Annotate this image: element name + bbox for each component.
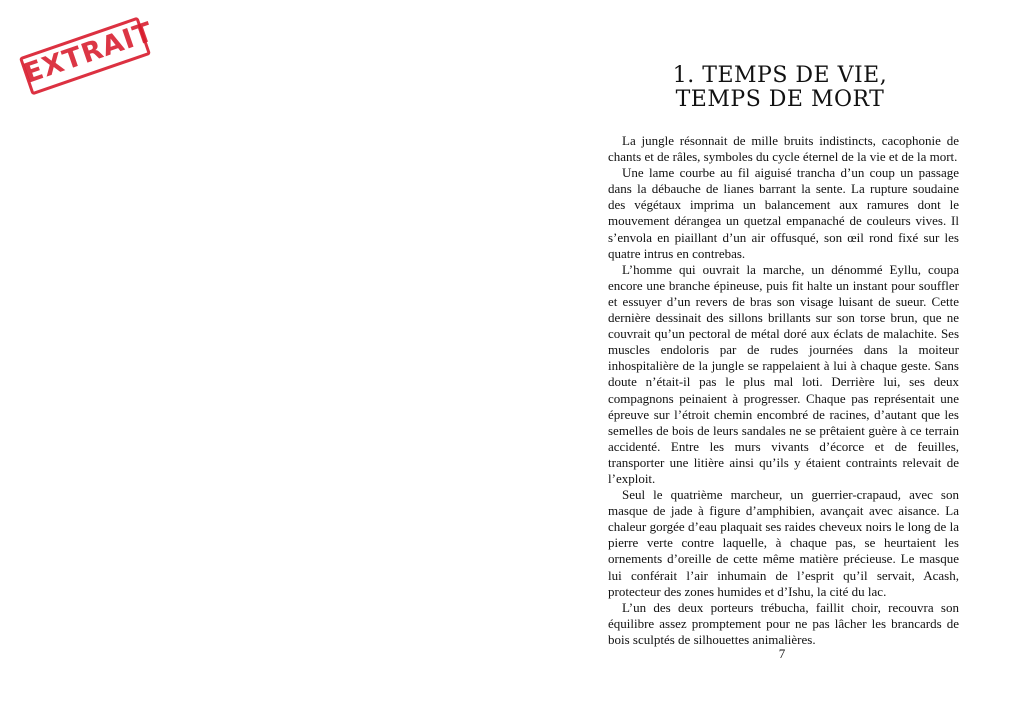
chapter-title-line-2: TEMPS DE MORT [675, 87, 885, 112]
page-number: 7 [778, 646, 786, 661]
paragraph-1: La jungle résonnait de mille bruits indistincts, cacophonie de chants et de râles, symboles du cycle éternel de la vie et de la mort. [608, 133, 959, 165]
chapter-body [608, 133, 959, 648]
chapter-title-line-1: 1. TEMPS DE VIE, [672, 63, 888, 88]
paragraph-2: Une lame courbe au fil aiguisé trancha d’un coup un passage dans la débauche de lianes barrant la sente. La rupture soudaine des végétaux imprima un balancement aux ramures dont le mouvement dérangea un quetzal empanaché de couleurs vives. Il s’envola en piaillant d’un air offusqué, son œil rond fixé sur les quatre intrus en contrebas. [608, 165, 959, 261]
chapter-title [600, 64, 960, 112]
extrait-stamp [19, 16, 158, 96]
stamp-label: EXTRAIT [19, 16, 158, 90]
paragraph-3: L’homme qui ouvrait la marche, un dénommé Eyllu, coupa encore une branche épineuse, puis fit halte un instant pour souffler et essuyer d’un revers de bras son visage luisant de sueur. Cette dernière dessinait des sillons brillants sur son torse brun, que ne couvrait qu’un pectoral de métal doré aux éclats de malachite. Ses muscles endoloris par de rudes journées dans la moiteur inhospitalière de la jungle se rappelaient à lui à chaque geste. Sans doute n’était-il pas le plus mal loti. Derrière lui, ses deux compagnons peinaient à progresser. Chaque pas représentait une épreuve sur l’étroit chemin encombré de racines, d’autant que les semelles de bois de leurs sandales ne se prêtaient guère à ce terrain accidenté. Entre les murs vivants d’écorce et de feuilles, transporter une litière ainsi qu’ils y étaient contraints relevait de l’exploit. [608, 261, 959, 486]
paragraph-5: L’un des deux porteurs trébucha, faillit choir, recouvra son équilibre assez promptement pour ne pas lâcher les brancards de bois sculptés de silhouettes animalières. [608, 599, 959, 647]
paragraph-4: Seul le quatrième marcheur, un guerrier-crapaud, avec son masque de jade à figure d’amphibien, avançait avec aisance. La chaleur gorgée d’eau plaquait ses raides cheveux noirs le long de la pierre verte contre laquelle, à chaque pas, se heurtaient les ornements d’oreille de cette même matière précieuse. Le masque lui conférait l’air inhumain de l’esprit qu’il servait, Acash, protecteur des zones humides et d’Ishu, la cité du lac. [608, 487, 959, 599]
